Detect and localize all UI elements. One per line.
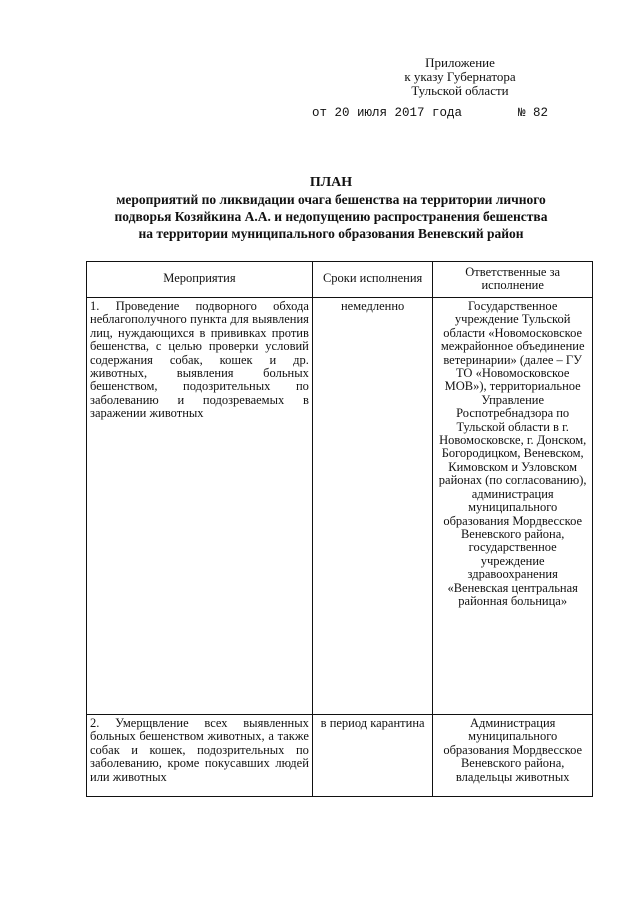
decree-line bbox=[312, 106, 549, 120]
appendix-title: Приложение bbox=[425, 55, 495, 70]
appendix-decree-ref: к указу Губернатора bbox=[404, 69, 516, 84]
header-measures: Мероприятия bbox=[87, 262, 313, 298]
header-deadlines: Сроки исполнения bbox=[312, 262, 432, 298]
table-row bbox=[87, 298, 593, 715]
plan-table bbox=[86, 261, 593, 797]
appendix-region: Тульской области bbox=[411, 83, 509, 98]
table-header-row bbox=[87, 262, 593, 298]
row-1-responsible: Государственное учреждение Тульской области «Новомосковское межрайонное объединение ветеринарии» (далее – ГУ ТО «Новомосковское МОВ»), территориальное Управление Роспотребнадзора по Тульской области в г. Новомосковске, г. Донском, Богородицком, Веневском, Кимовском и Узловском районах (по согласованию), администрация муниципального образования Мордвесское Веневского района, государственное учреждение здравоохранения «Веневская центральная районная больница» bbox=[433, 298, 593, 715]
plan-subtitle-line-3: на территории муниципального образования Веневский район bbox=[138, 226, 524, 241]
row-2-responsible: Администрация муниципального образования Мордвесское Веневского района, владельцы животных bbox=[433, 715, 593, 797]
row-1-measure: 1. Проведение подворного обхода неблагополучного пункта для выявления лиц, нуждающихся в прививках против бешенства, с целью проверки условий содержания собак, кошек и др. животных, выявления больных бешенством, подозрительных по заболеванию и подозреваемых в заражении животных bbox=[87, 298, 313, 715]
decree-date: от 20 июля 2017 года bbox=[312, 106, 463, 120]
decree-number: № 82 bbox=[518, 106, 549, 120]
header-responsible: Ответственные за исполнение bbox=[433, 262, 593, 298]
row-1-deadline: немедленно bbox=[312, 298, 432, 715]
row-2-deadline: в период карантина bbox=[312, 715, 432, 797]
plan-heading: ПЛАН bbox=[309, 175, 353, 190]
appendix-header bbox=[370, 56, 550, 98]
row-2-measure: 2. Умерщвление всех выявленных больных бешенством животных, а также собак и кошек, подозрительных по заболеванию, кроме покусавших людей или животных bbox=[87, 715, 313, 797]
plan-subtitle-line-2: подворья Козяйкина А.А. и недопущению распространения бешенства bbox=[114, 209, 548, 224]
table-row bbox=[87, 715, 593, 797]
document-title bbox=[70, 174, 592, 242]
plan-subtitle-line-1: мероприятий по ликвидации очага бешенства на территории личного bbox=[116, 192, 546, 207]
